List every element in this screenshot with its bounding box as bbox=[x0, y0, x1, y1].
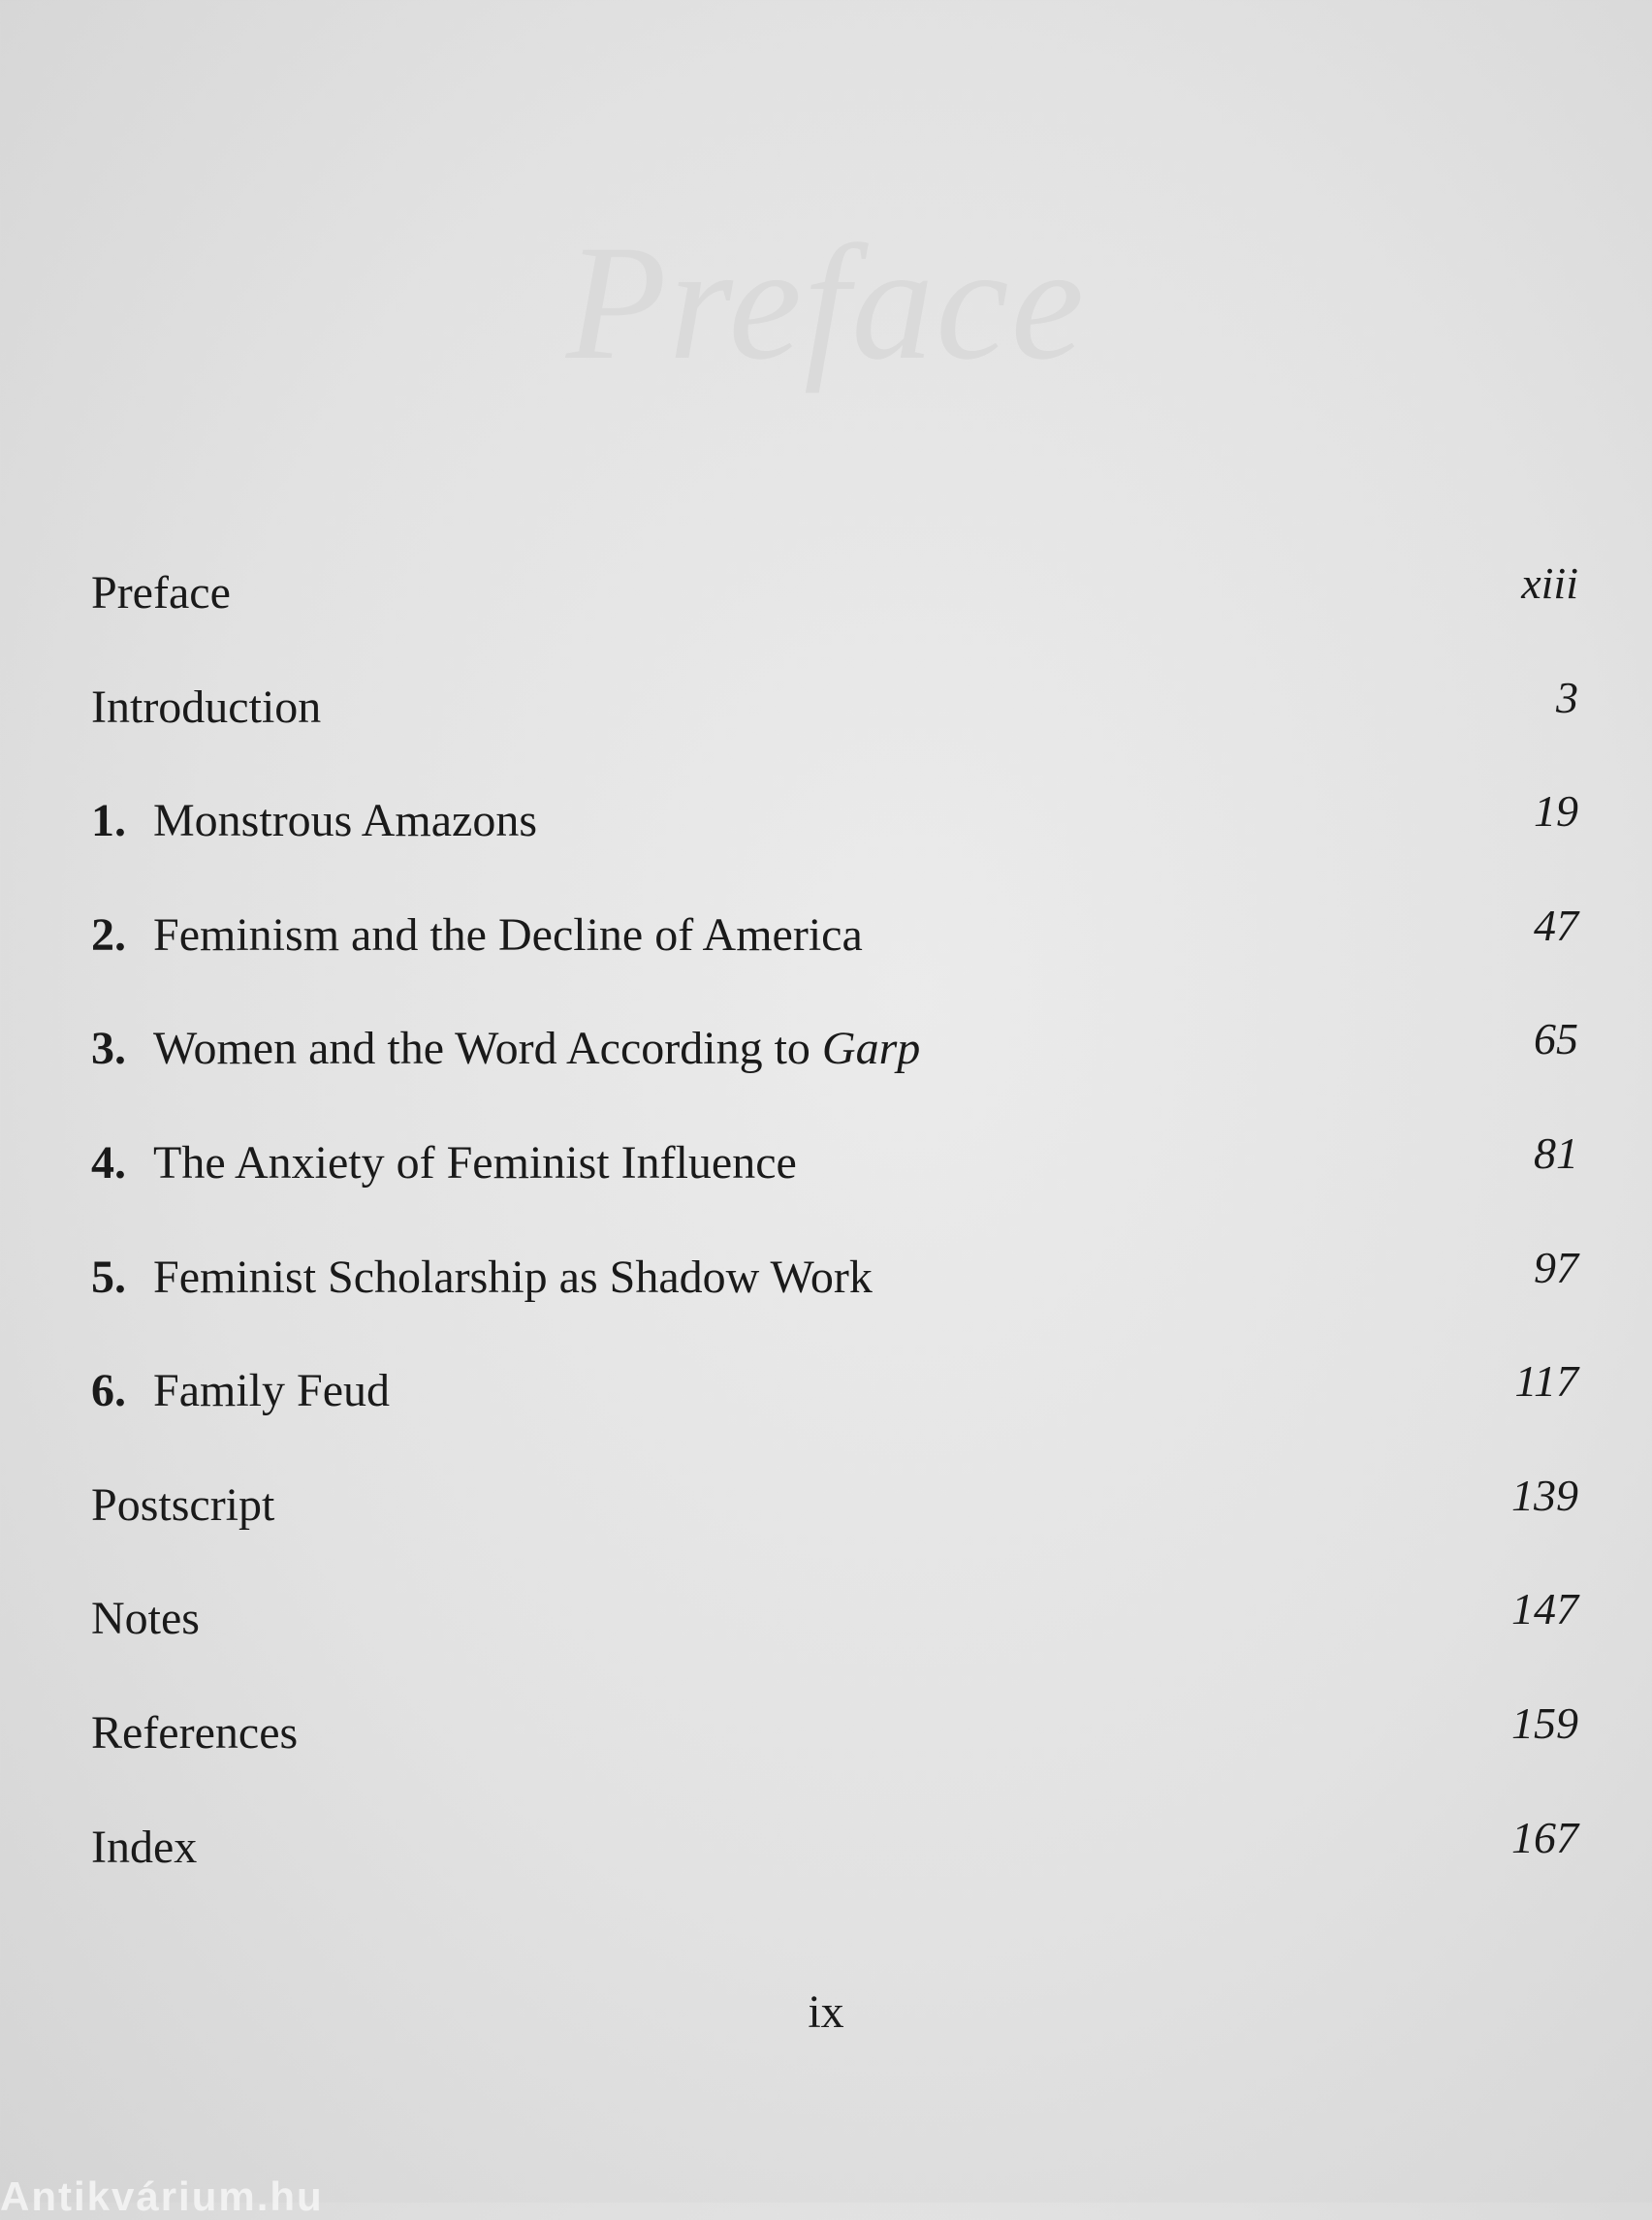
toc-entry-references bbox=[91, 1693, 1578, 1807]
toc-entry-page: 81 bbox=[1534, 1127, 1578, 1178]
toc-entry-chapter-2 bbox=[91, 895, 1578, 1009]
chapter-number: 2. bbox=[91, 908, 126, 961]
toc-entry-chapter-1 bbox=[91, 780, 1578, 895]
toc-entry-chapter-3 bbox=[91, 1008, 1578, 1123]
toc-entry-title: Preface bbox=[91, 567, 231, 618]
toc-entry-title: Feminist Scholarship as Shadow Work bbox=[153, 1251, 873, 1303]
chapter-number: 4. bbox=[91, 1136, 126, 1189]
toc-entry-preface bbox=[91, 553, 1578, 667]
toc-entry-title: Family Feud bbox=[153, 1365, 391, 1417]
watermark: Antikvárium.hu bbox=[0, 2173, 324, 2219]
toc-entry-chapter-6 bbox=[91, 1350, 1578, 1465]
toc-entry-page: 167 bbox=[1511, 1812, 1578, 1862]
toc-entry-title: Monstrous Amazons bbox=[153, 795, 537, 847]
toc-entry-page: 117 bbox=[1514, 1356, 1578, 1407]
chapter-number: 3. bbox=[91, 1023, 126, 1075]
toc-entry-introduction bbox=[91, 667, 1578, 781]
chapter-number: 1. bbox=[91, 795, 126, 847]
toc-entry-title: Introduction bbox=[91, 681, 322, 733]
page-folio: ix bbox=[808, 1986, 844, 2038]
toc-entry-page: 97 bbox=[1534, 1242, 1578, 1292]
toc-entry-page: 139 bbox=[1511, 1470, 1578, 1520]
chapter-number: 5. bbox=[91, 1251, 126, 1303]
toc-entry-title: References bbox=[91, 1706, 299, 1759]
toc-entry-index bbox=[91, 1807, 1578, 1921]
toc-entry-title: Index bbox=[91, 1821, 198, 1873]
toc-entry-page: 147 bbox=[1511, 1584, 1578, 1634]
toc-entry-title: The Anxiety of Feminist Influence bbox=[153, 1136, 797, 1189]
toc-entry-title: Notes bbox=[91, 1593, 200, 1645]
show-through-heading: Preface bbox=[565, 211, 1087, 394]
toc-entry-page: xiii bbox=[1521, 558, 1578, 608]
table-of-contents bbox=[91, 553, 1578, 1920]
toc-entry-page: 19 bbox=[1534, 786, 1578, 837]
toc-entry-postscript bbox=[91, 1465, 1578, 1579]
toc-entry-page: 47 bbox=[1534, 900, 1578, 950]
toc-entry-page: 3 bbox=[1556, 672, 1578, 722]
toc-entry-notes bbox=[91, 1578, 1578, 1693]
toc-entry-page: 159 bbox=[1511, 1697, 1578, 1748]
toc-entry-chapter-4 bbox=[91, 1123, 1578, 1237]
toc-entry-title: Feminism and the Decline of America bbox=[153, 908, 863, 961]
toc-entry-title: Postscript bbox=[91, 1478, 275, 1531]
toc-entry-title: Women and the Word According to bbox=[153, 1023, 822, 1075]
chapter-number: 6. bbox=[91, 1365, 126, 1417]
toc-entry-title-italic: Garp bbox=[821, 1023, 921, 1075]
toc-entry-chapter-5 bbox=[91, 1237, 1578, 1351]
toc-entry-page: 65 bbox=[1534, 1014, 1578, 1064]
